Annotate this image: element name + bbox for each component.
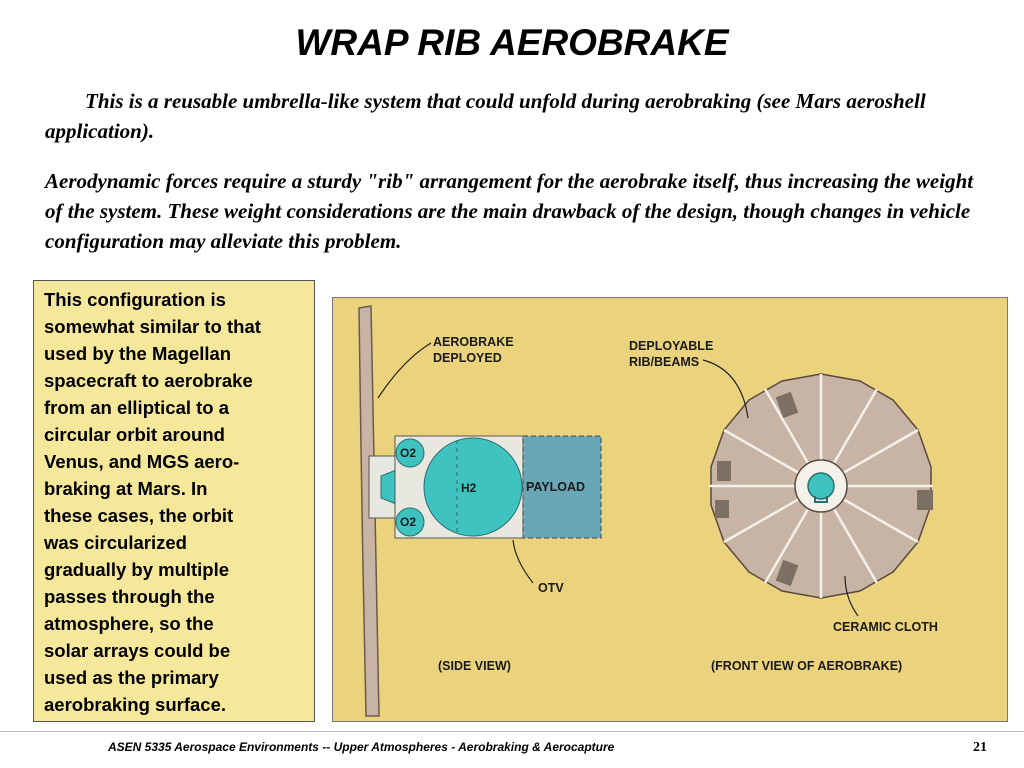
- footer-course-title: ASEN 5335 Aerospace Environments -- Upper Atmospheres - Aerobraking & Aerocapture: [108, 740, 615, 754]
- front-view-drawing: [709, 374, 933, 598]
- sidebar-note-box: [33, 280, 315, 722]
- otv-label: OTV: [538, 581, 564, 595]
- aerobrake-leader-line: [378, 343, 431, 398]
- payload-label: PAYLOAD: [526, 480, 586, 494]
- footer-divider: [0, 731, 1024, 732]
- slide-title: WRAP RIB AEROBRAKE: [295, 22, 729, 63]
- aerobrake-diagram: [332, 297, 1008, 722]
- o2-label-top: O2: [400, 446, 417, 460]
- aerobrake-label-line2: DEPLOYED: [433, 351, 502, 365]
- intro-paragraph: This is a reusable umbrella-like system that could unfold during aerobraking (see Mars aeroshell application).: [45, 89, 926, 143]
- sidebar-note-text: This configuration is somewhat similar to that used by the Magellan spacecraft to aerobrake from an elliptical to a circular orbit around Venus, and MGS aero- braking at Mars. In these cases, the orbit was circularized gradually by multiple passes through the atmosphere, so the solar arrays could be used as the primary aerobraking surface.: [44, 289, 261, 715]
- front-view-caption: (FRONT VIEW OF AEROBRAKE): [711, 659, 903, 673]
- rib-label-line2: RIB/BEAMS: [629, 355, 700, 369]
- o2-label-bottom: O2: [400, 515, 417, 529]
- h2-label: H2: [461, 481, 477, 495]
- aerobrake-label-line1: AEROBRAKE: [433, 335, 514, 349]
- side-view-caption: (SIDE VIEW): [438, 659, 511, 673]
- rib-label-line1: DEPLOYABLE: [629, 339, 714, 353]
- otv-leader-line: [513, 540, 533, 583]
- aerobrake-diagram-svg: [333, 298, 1008, 722]
- hub-core: [808, 473, 834, 499]
- drawback-paragraph: Aerodynamic forces require a sturdy "rib" arrangement for the aerobrake itself, thus increasing the weight of the system. These weight considerations are the main drawback of the design, though changes in vehicle configuration may alleviate this problem.: [45, 169, 974, 253]
- page-number: 21: [973, 740, 987, 755]
- ceramic-cloth-label: CERAMIC CLOTH: [833, 620, 938, 634]
- side-view-drawing: [359, 306, 601, 716]
